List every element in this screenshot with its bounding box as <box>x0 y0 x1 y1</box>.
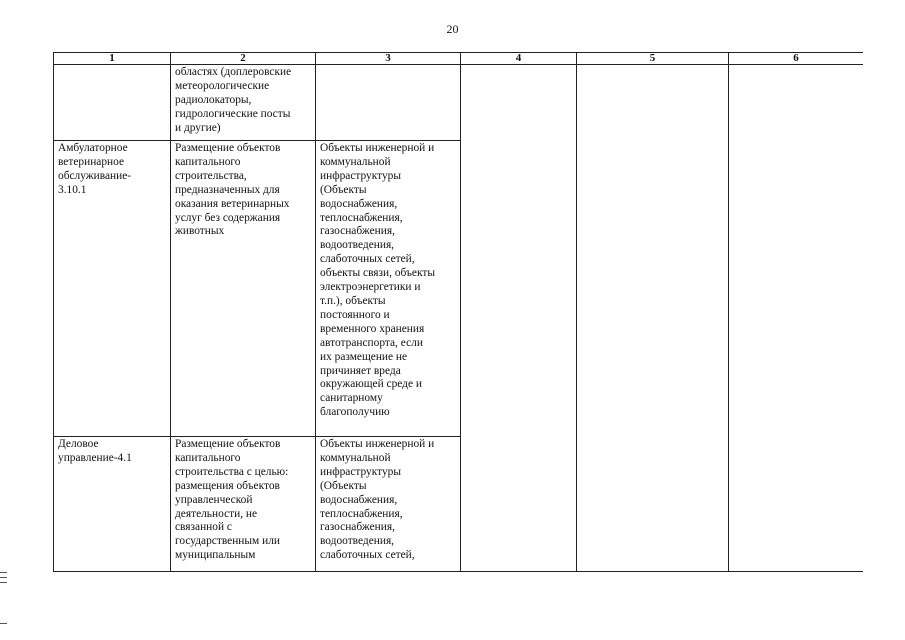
cell-auxiliary-uses <box>316 65 461 141</box>
cell-auxiliary-uses: Объекты инженерной и коммунальной инфраструктуры (Объекты водоснабжения, теплоснабжения, газоснабжения, водоотведения, слаботочных сетей, <box>316 437 461 573</box>
header-col-1: 1 <box>54 53 171 65</box>
table-row <box>54 65 864 141</box>
header-col-5: 5 <box>577 53 729 65</box>
cell-use-type <box>54 65 171 141</box>
cell-col-5 <box>577 65 729 573</box>
header-col-3: 3 <box>316 53 461 65</box>
margin-mark <box>0 582 7 583</box>
header-row <box>54 53 864 65</box>
cell-use-type: Амбулаторное ветеринарное обслуживание- 3.10.1 <box>54 141 171 437</box>
cell-description: Размещение объектов капитального строительства с целью: размещения объектов управленческой деятельности, не связанной с государственным или муниципальным <box>171 437 316 573</box>
cell-col-4 <box>461 65 577 573</box>
header-col-2: 2 <box>171 53 316 65</box>
cell-description: Размещение объектов капитального строительства, предназначенных для оказания ветеринарных услуг без содержания животных <box>171 141 316 437</box>
margin-mark <box>0 577 7 578</box>
cell-use-type: Деловое управление-4.1 <box>54 437 171 573</box>
zoning-table <box>53 52 863 572</box>
header-col-4: 4 <box>461 53 577 65</box>
margin-mark <box>0 623 7 624</box>
page-number: 20 <box>446 22 459 36</box>
table-container <box>53 52 863 572</box>
cell-col-6 <box>729 65 864 573</box>
header-col-6: 6 <box>729 53 864 65</box>
margin-mark <box>0 572 7 573</box>
cell-auxiliary-uses: Объекты инженерной и коммунальной инфраструктуры (Объекты водоснабжения, теплоснабжения, газоснабжения, водоотведения, слаботочных сетей, объекты связи, объекты электроэнергетики и т.п.), объекты постоянного и временного хранения автотранспорта, если их размещение не причиняет вреда окружающей среде и санитарному благополучию <box>316 141 461 437</box>
cell-description: областях (доплеровские метеорологические радиолокаторы, гидрологические посты и другие) <box>171 65 316 141</box>
